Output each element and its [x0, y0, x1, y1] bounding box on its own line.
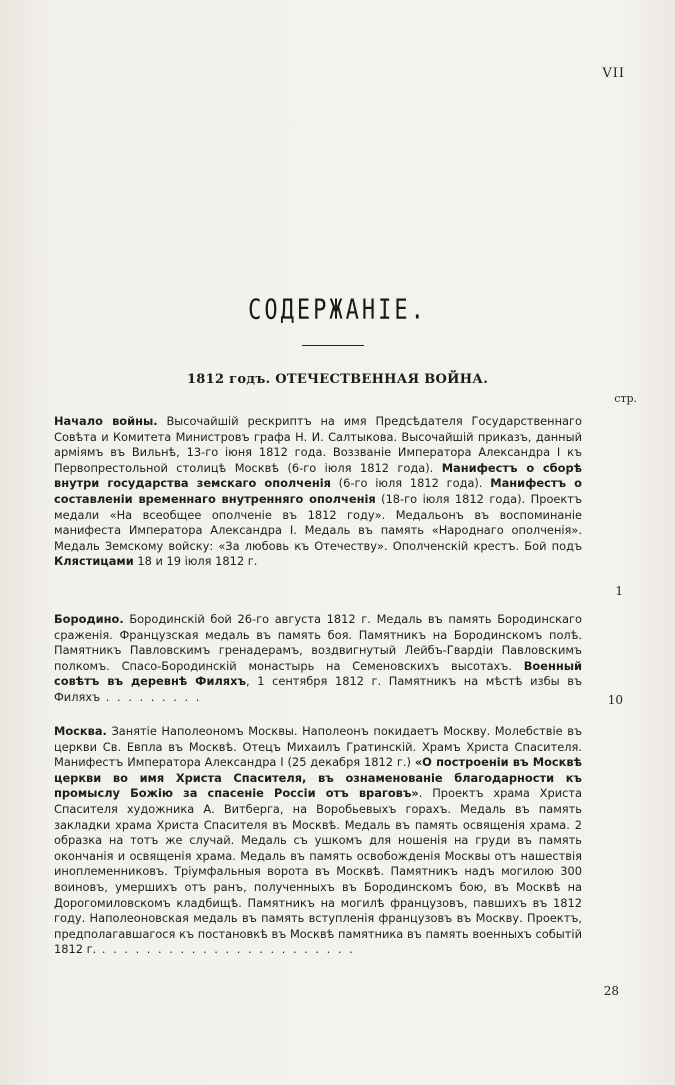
toc-text-segment: Бородинскій бой 26-го августа 1812 г. Медаль въ память Бородинскаго сраженія. Французская медаль въ память боя. Памятникъ на Бородинскомъ полѣ. Памятникъ Павловскимъ гренадерамъ, воздвигнутый Лейбъ-Гвардіи Павловскимъ полкомъ. Спасо-Бородинскій монастырь на Семеновскихъ высотахъ. — [54, 612, 582, 673]
toc-text-segment: Манифестъ о сборѣ внутри государства земскаго ополченія — [54, 460, 582, 491]
toc-entry-2 — [54, 612, 582, 706]
toc-leader-dots: . . . . . . . . . . . . . . . . . . . . . . . — [96, 942, 355, 957]
toc-text-segment: Занятіе Наполеономъ Москвы. Наполеонъ покидаетъ Москву. Молебствіе въ церкви Св. Евпла въ Москвѣ. Отецъ Михаилъ Гратинскій. Храмъ Христа Спасителя. Манифестъ Императора Александра I (25 декабря 1812 г.) — [54, 724, 582, 770]
toc-text-segment: «О построеніи въ Москвѣ церкви во имя Христа Спасителя, въ ознаменованіе благодарности къ промыслу Божію за спасеніе Россіи отъ враговъ» — [54, 755, 582, 801]
toc-text-segment: . Проектъ храма Христа Спасителя художника А. Витберга, на Воробьевыхъ горахъ. Медаль въ память закладки храма Христа Спасителя въ Москвѣ. Медаль въ память освященія храма. 2 образка на тотъ же случай. Медаль съ ушкомъ для ношенія на груди въ память окончанія и освященія храма. Медаль въ память освобожденія Москвы отъ нашествія иноплеменниковъ. Тріумфальныя ворота въ Москвѣ. Памятникъ надъ могилою 300 воиновъ, умершихъ отъ ранъ, полученныхъ въ Бородинскомъ бою, въ Москвѣ на Дорогомиловскомъ кладбищѣ. Памятникъ на могилѣ французовъ, павшихъ въ 1812 году. Наполеоновская медаль въ память вступленія французовъ въ Москву. Проектъ, предполагавшагося къ постановкѣ въ Москвѣ памятника въ память военныхъ событій 1812 г. — [54, 786, 582, 957]
toc-heading: Начало войны. — [54, 414, 158, 428]
toc-entry-3 — [54, 724, 582, 958]
toc-text-segment: (6-го іюля 1812 года). — [330, 476, 491, 491]
toc-entry-2-page: 10 — [607, 693, 623, 707]
toc-text-segment: , 1 сентября 1812 г. Памятникъ на мѣстѣ избы въ Филяхъ — [54, 674, 582, 704]
page-title: СОДЕРЖАНІЕ. — [248, 294, 427, 327]
page-number: VII — [602, 66, 625, 81]
toc-text-segment: Манифестъ о составленіи временнаго внутренняго ополченія — [54, 476, 582, 506]
toc-text-segment: 18 и 19 іюля 1812 г. — [133, 554, 258, 569]
toc-entry-1 — [54, 414, 582, 570]
toc-text-segment: Высочайшій рескриптъ на имя Предсѣдателя Государственнаго Совѣта и Комитета Министровъ графа Н. И. Салтыкова. Высочайшій приказъ, данный арміямъ въ Вильнѣ, 13-го іюня 1812 года. Воззваніе Императора Александра I къ Первопрестольной столицѣ Москвѣ (6-го іюля 1812 года). — [54, 414, 582, 475]
page-column-label: стр. — [614, 392, 637, 405]
toc-leader-dots: . . . . . . . . . — [100, 689, 202, 704]
toc-entry-1-page: 1 — [615, 584, 623, 598]
toc-text-segment: Клястицами — [54, 554, 134, 569]
toc-entry-3-page: 28 — [603, 984, 619, 998]
toc-text-segment: (18-го іюля 1812 года). Проектъ медали «На всеобщее ополченіе въ 1812 году». Медальонъ въ воспоминаніе манифеста Императора Александра I. Медаль въ память «Народнаго ополченія». Медаль Земскому войску: «За любовь къ Отечеству». Ополченскій крестъ. Бой подъ — [54, 491, 582, 553]
section-subtitle: 1812 годъ. ОТЕЧЕСТВЕННАЯ ВОЙНА. — [186, 372, 489, 387]
toc-text-segment: Военный совѣтъ въ деревнѣ Филяхъ — [54, 658, 582, 689]
toc-heading: Бородино. — [54, 612, 124, 626]
title-divider — [302, 345, 364, 346]
toc-heading: Москва. — [54, 724, 107, 738]
